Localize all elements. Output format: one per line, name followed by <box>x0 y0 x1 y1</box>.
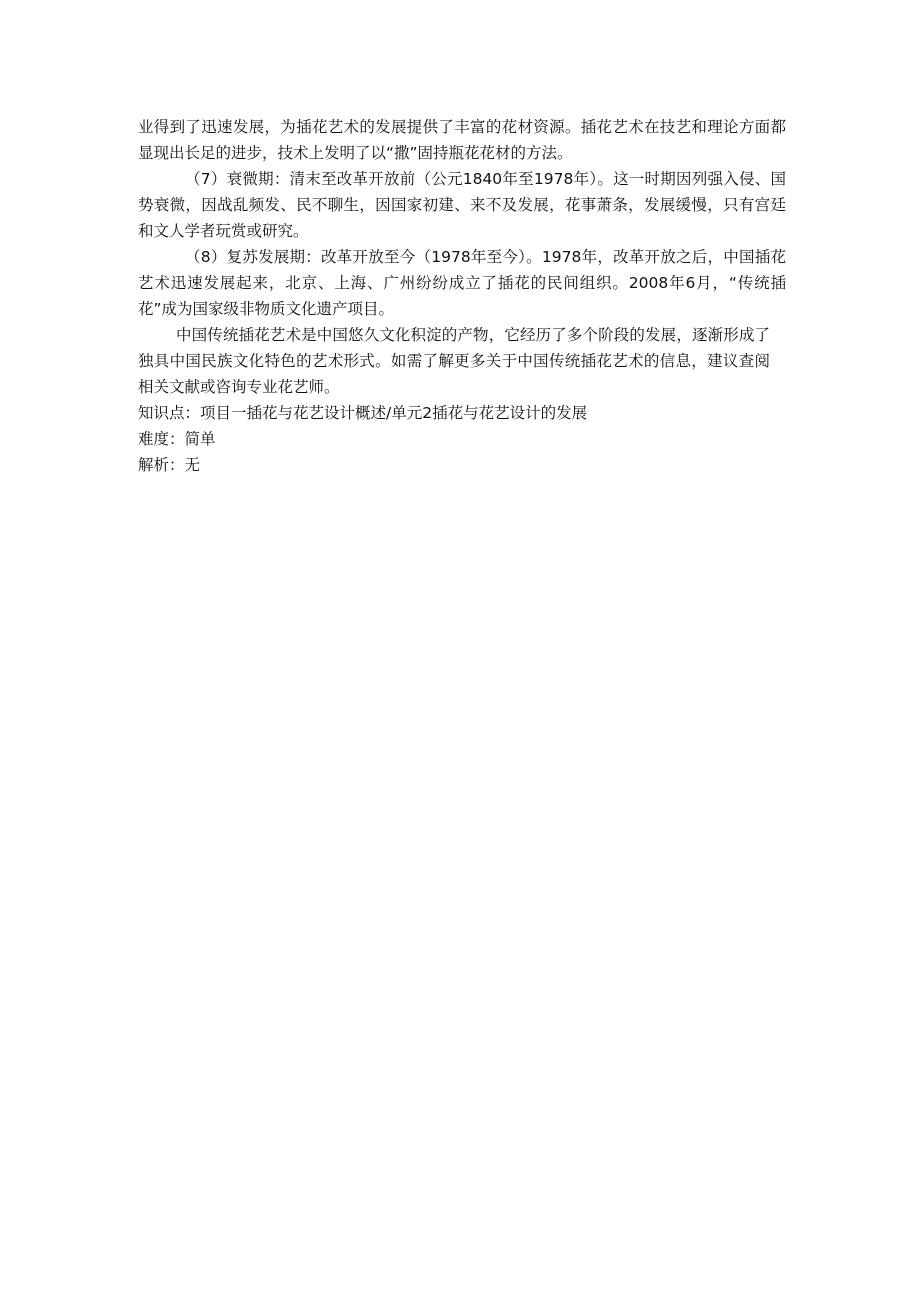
paragraph-period-8: （8）复苏发展期：改革开放至今（1978年至今）。1978年，改革开放之后，中国插花艺术迅速发展起来，北京、上海、广州纷纷成立了插花的民间组织。2008年6月，“传统插花”成为国家级非物质文化遗产项目。 <box>138 248 786 318</box>
paragraph-summary: 中国传统插花艺术是中国悠久文化积淀的产物，它经历了多个阶段的发展，逐渐形成了独具中国民族文化特色的艺术形式。如需了解更多关于中国传统插花艺术的信息，建议查阅相关文献或咨询专业花艺师。 <box>138 326 770 396</box>
knowledge-point: 知识点：项目一插花与花艺设计概述/单元2插花与花艺设计的发展 <box>138 404 588 422</box>
paragraph-continuation: 业得到了迅速发展，为插花艺术的发展提供了丰富的花材资源。插花艺术在技艺和理论方面都显现出长足的进步，技术上发明了以“撒”固持瓶花花材的方法。 <box>138 118 786 162</box>
analysis: 解析：无 <box>138 456 201 474</box>
difficulty: 难度：简单 <box>138 430 216 448</box>
document-body <box>138 114 786 478</box>
paragraph-period-7: （7）衰微期：清末至改革开放前（公元1840年至1978年）。这一时期因列强入侵、国势衰微，因战乱频发、民不聊生，因国家初建、来不及发展，花事萧条，发展缓慢，只有宫廷和文人学者玩赏或研究。 <box>138 170 786 240</box>
